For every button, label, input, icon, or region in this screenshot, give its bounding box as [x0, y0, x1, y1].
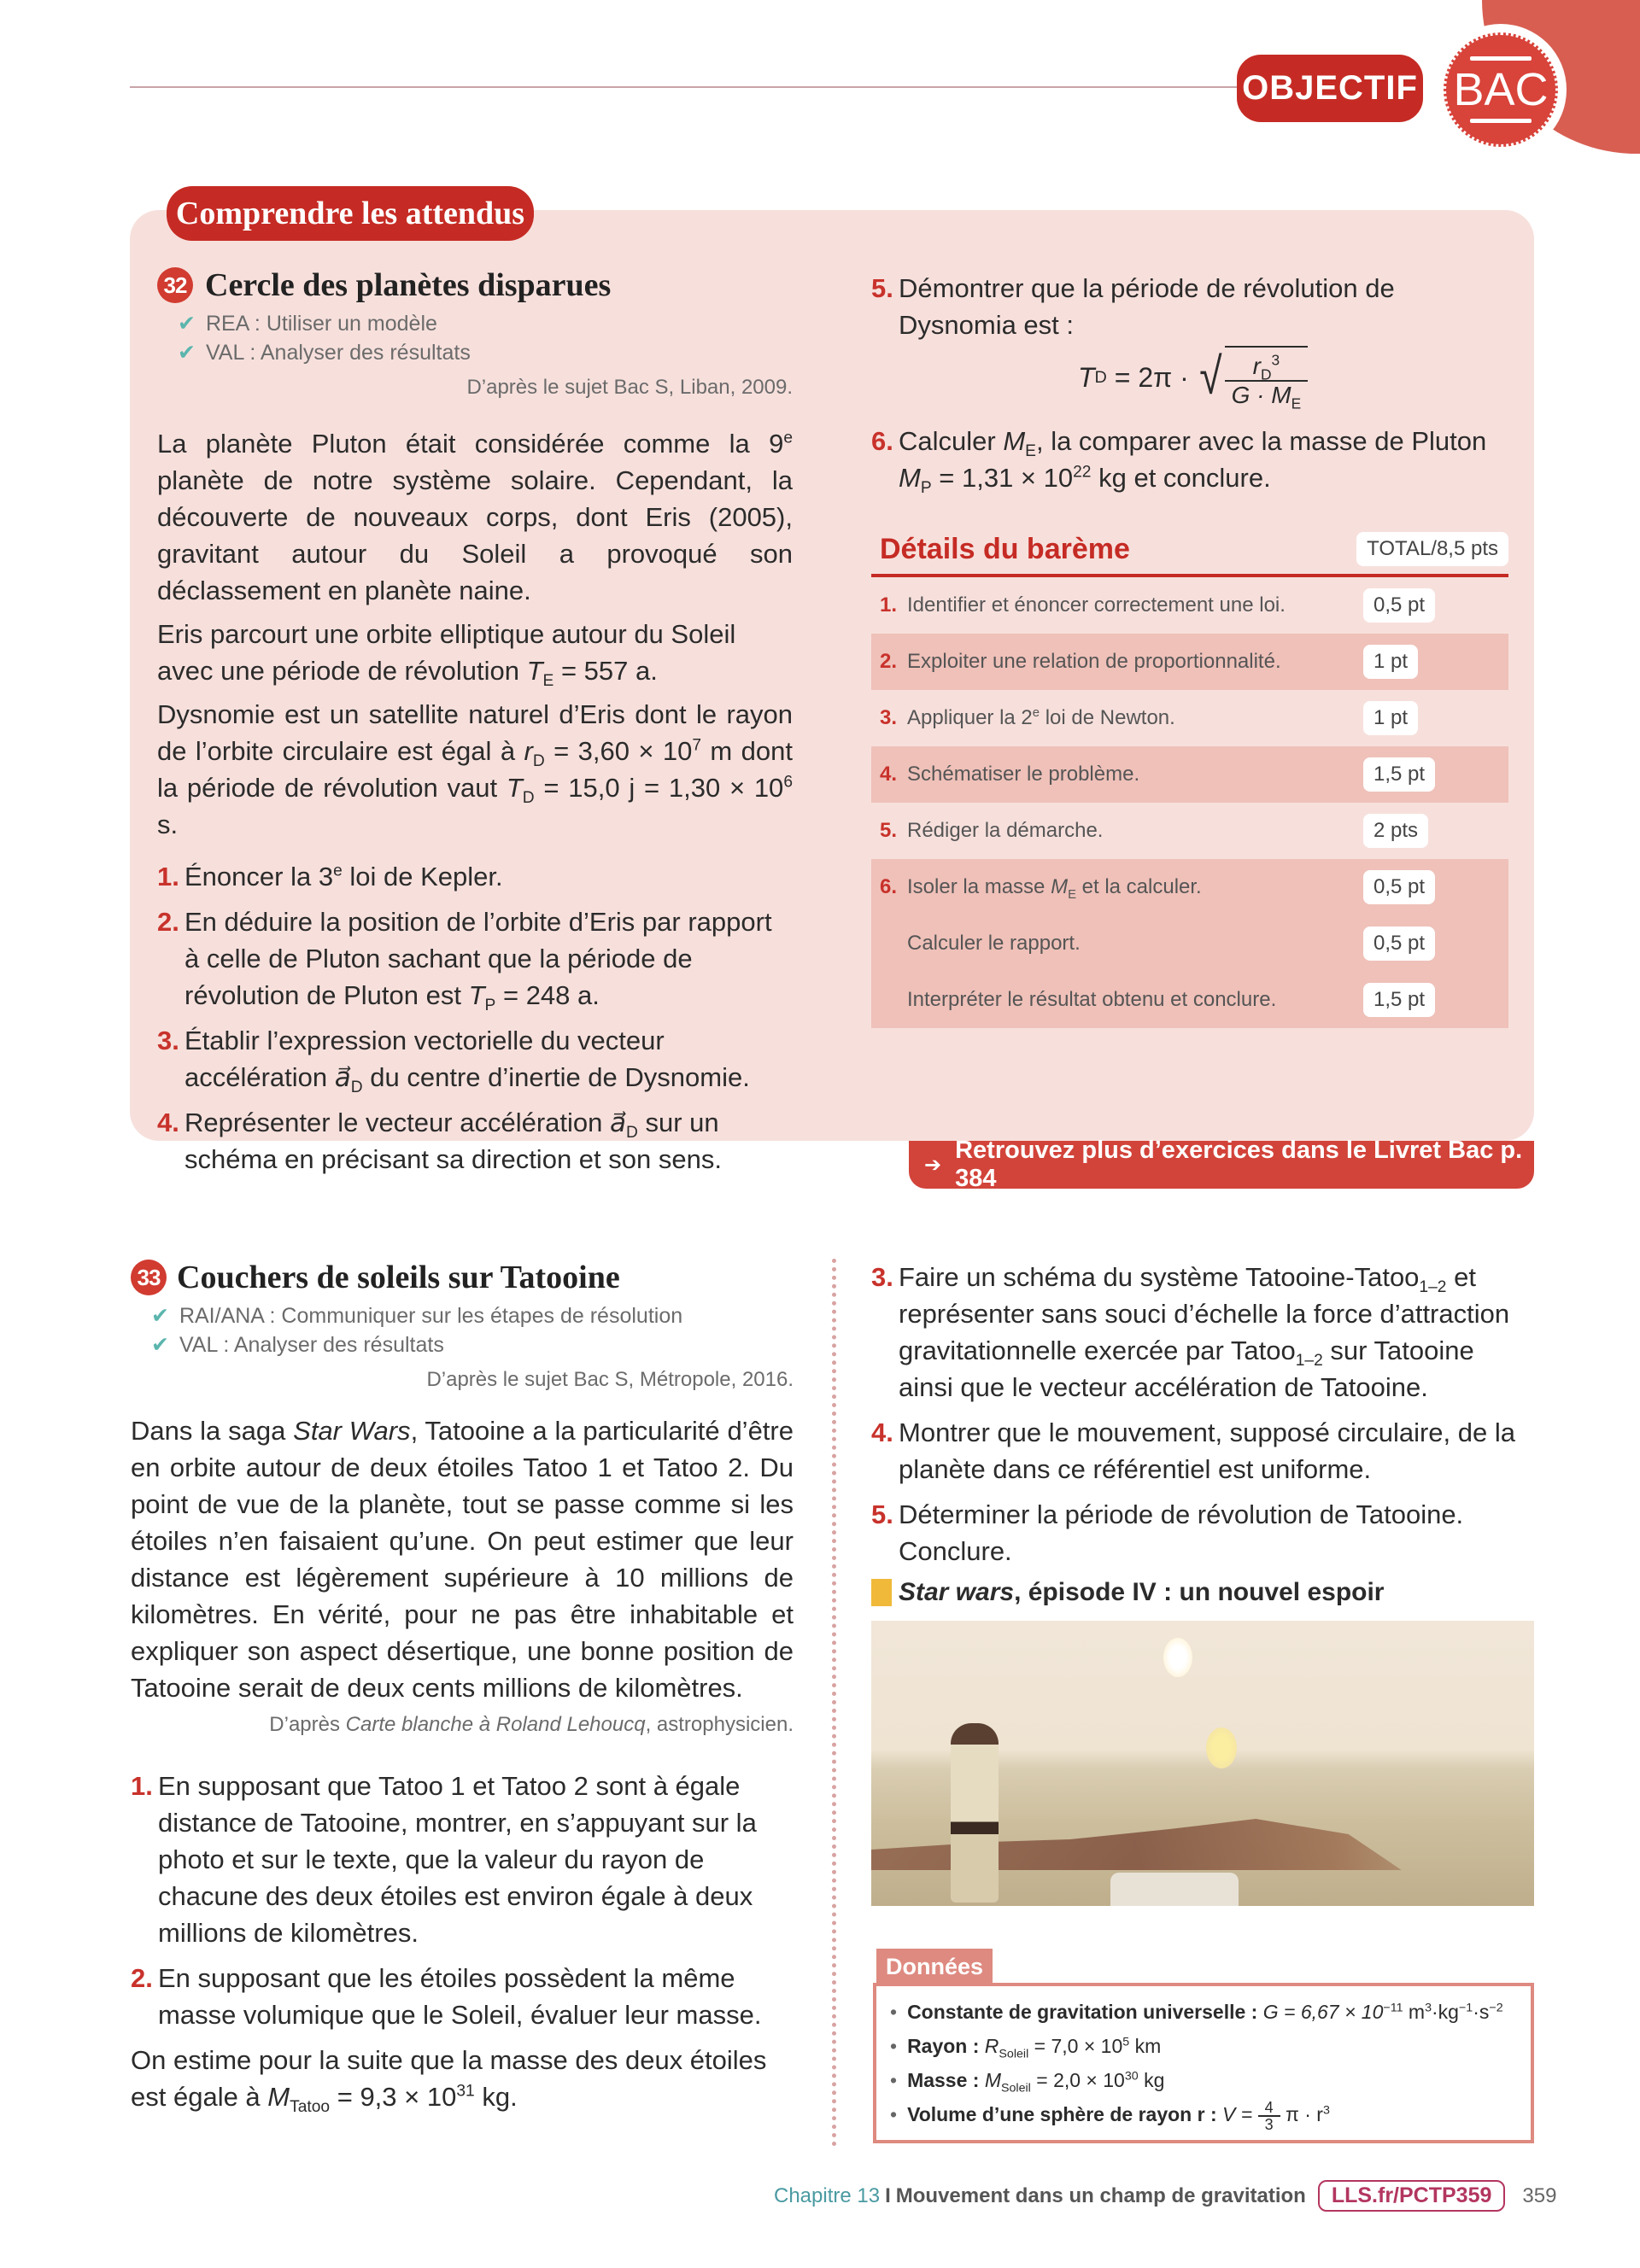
data-item-radius: • Rayon : $R_{Soleil} = 7,0 \times 10^5$ km [890, 2035, 1162, 2061]
grading-scale [871, 524, 1508, 1028]
question-item: 1. Énoncer la 3e loi de Kepler. [157, 862, 503, 891]
footer-separator: I [885, 2183, 891, 2207]
grading-header [871, 524, 1508, 577]
data-tab: Données [876, 1949, 993, 1984]
source-note: D’après le sujet Bac S, Liban, 2009. [466, 376, 793, 399]
intro-paragraph: Eris parcourt une orbite elliptique autour du Soleil avec une période de révolution $T_E = 557$ a. [157, 619, 736, 691]
data-item-volume: • Volume d’une sphère de rayon r : V = $\frac{4}{3}$ $\pi \cdot r^3$ [890, 2098, 1330, 2133]
question-item: 2. En supposant que les étoiles possèdent la même masse volumique que le Soleil, évaluer leur masse. [131, 1963, 762, 2030]
question-item: 2. En déduire la position de l’orbite d’Eris par rapport à celle de Pluton sachant que la période de révolution de Pluton est $T_P = 248$ a. [157, 907, 772, 1015]
header-rule [130, 86, 1249, 88]
skill-item: ✔ REA : Utiliser un modèle [178, 312, 437, 336]
exercise-number-badge: 32 [157, 267, 193, 303]
points-pill: 1,5 pt [1363, 757, 1435, 792]
grading-row: 4. Schématiser le problème. 1,5 pt [871, 746, 1508, 803]
mass-estimate-note: On estime pour la suite que la masse des deux étoiles est égale à $M_{Tatoo} = 9,3 \times 10^{31}$ kg. [131, 2045, 767, 2117]
grading-row: Interpréter le résultat obtenu et conclure. 1,5 pt [871, 972, 1508, 1028]
column-divider [832, 1259, 836, 2147]
seal-bar-top [1470, 56, 1532, 61]
points-pill: 0,5 pt [1363, 588, 1435, 623]
points-pill: 0,5 pt [1363, 926, 1435, 961]
skills-list [157, 309, 793, 367]
points-pill: 0,5 pt [1363, 870, 1435, 904]
exercise-title: Couchers de soleils sur Tatooine [177, 1260, 620, 1295]
exercise-33-left-column [131, 1259, 794, 2115]
points-pill: 1 pt [1363, 701, 1418, 735]
question-6-container [871, 423, 1503, 496]
square-root: √ $\frac{r_D^3}{G \cdot M_E}$ [1197, 346, 1309, 409]
objectif-badge: OBJECTIF [1237, 55, 1423, 122]
person-silhouette [951, 1723, 999, 1903]
footer-web-link[interactable]: LLS.fr/PCTP359 [1318, 2180, 1506, 2212]
skill-item: ✔ VAL : Analyser des résultats [151, 1333, 444, 1357]
exercise-32-right-column [871, 270, 1503, 343]
check-icon: ✔ [178, 341, 196, 365]
arrow-right-icon: ➔ [924, 1153, 942, 1177]
bac-seal-label: BAC [1453, 64, 1549, 115]
check-icon: ✔ [151, 1304, 169, 1328]
question-item: 1. En supposant que Tatoo 1 et Tatoo 2 sont à égale distance de Tatooine, montrer, en s’appuyant sur la photo et sur le texte, que la valeur du rayon de chacune des deux étoiles est environ égale à deux millions de kilomètres. [131, 1771, 757, 1948]
footer-chapter: Chapitre 13 [774, 2183, 881, 2207]
question-item: 4. Représenter le vecteur accélération $a⃗_D$ sur un schéma en précisant sa direction et son sens. [157, 1108, 722, 1174]
question-item: 3. Faire un schéma du système Tatooine-Tatoo$_{1-2}$ et représenter sans souci d’échelle la force d’attraction gravitationnelle exercée par Tatoo$_{1-2}$ sur Tatooine ainsi que le vecteur accélération de Tatooine. [871, 1262, 1510, 1402]
data-item-gravitation: • Constante de gravitation universelle : $G = 6,67 \times 10^{-11}$ $m^3\cdot kg^{-1}\cdot s^{-2}$ [890, 2001, 1503, 2023]
data-item-mass: • Masse : $M_{Soleil} = 2,0 \times 10^{30}$ kg [890, 2069, 1165, 2096]
grading-row: 3. Appliquer la 2e loi de Newton. 1 pt [871, 690, 1508, 746]
skills-list [131, 1301, 794, 1359]
bac-seal-icon [1444, 32, 1558, 147]
sun-1-icon [1163, 1638, 1192, 1677]
grading-group-6 [871, 859, 1508, 1028]
dome-building [1110, 1873, 1239, 1906]
data-box [873, 1983, 1534, 2143]
intro-paragraph: La planète Pluton était considérée comme la 9e planète de notre système solaire. Cependant, la découverte de nouveaux corps, dont Eris (2005), gravitant autour du Soleil a provoqué son déclassement en planète naine. [157, 429, 793, 605]
grading-row: 5. Rédiger la démarche. 2 pts [871, 803, 1508, 859]
grading-row: 1. Identifier et énoncer correctement une loi. 0,5 pt [871, 577, 1508, 634]
quote-source: D’après Carte blanche à Roland Lehoucq, astrophysicien. [269, 1713, 794, 1736]
fraction: $\frac{4}{3}$ [1258, 2100, 1280, 2132]
intro-paragraph: Dysnomie est un satellite naturel d’Eris dont le rayon de l’orbite circulaire est égal à $r_D = 3,60 \times 10^7$ m dont la période de révolution vaut $T_D = 15,0$ $j = 1,30 \times 10^6$ s. [157, 699, 794, 839]
points-pill: 1 pt [1363, 645, 1418, 679]
exercise-32-heading [157, 266, 793, 304]
exercise-33-right-column [871, 1259, 1520, 1607]
points-pill: 1,5 pt [1363, 983, 1435, 1017]
grading-row: Calculer le rapport. 0,5 pt [871, 915, 1508, 972]
exercise-32-left-column [157, 266, 793, 1178]
source-note: D’après le sujet Bac S, Métropole, 2016. [426, 1368, 794, 1391]
footer-chapter-title: Mouvement dans un champ de gravitation [895, 2183, 1306, 2207]
period-formula: T D = 2π · √ $\frac{r_D^3}{G \cdot M_E}$ [1078, 346, 1308, 409]
check-icon: ✔ [178, 312, 196, 336]
fraction: $\frac{r_D^3}{G \cdot M_E}$ [1225, 353, 1309, 409]
grading-row: 2. Exploiter une relation de proportionnalité. 1 pt [871, 634, 1508, 690]
skill-item: ✔ RAI/ANA : Communiquer sur les étapes de résolution [151, 1304, 683, 1328]
sun-2-icon [1206, 1727, 1237, 1768]
skill-item: ✔ VAL : Analyser des résultats [178, 341, 471, 365]
question-item: 5. Démontrer que la période de révolution de Dysnomia est : [871, 273, 1395, 340]
exercise-number-badge: 33 [131, 1260, 167, 1295]
page-number: 359 [1522, 2183, 1557, 2207]
grading-title: Détails du barème [880, 532, 1130, 565]
livret-bac-link[interactable]: ➔ Retrouvez plus d’exercices dans le Livret Bac p. 384 [909, 1141, 1534, 1189]
page-footer [774, 2180, 1556, 2212]
question-item: 3. Établir l’expression vectorielle du vecteur accélération $a⃗_D$ du centre d’inertie de Dysnomie. [157, 1026, 750, 1097]
question-item: 6. Calculer $M_E$, la comparer avec la masse de Pluton $M_P = 1,31 \times 10^{22}$ kg et conclure. [871, 426, 1487, 498]
check-icon: ✔ [151, 1333, 169, 1357]
exercise-title: Cercle des planètes disparues [205, 267, 612, 303]
question-item: 4. Montrer que le mouvement, supposé circulaire, de la planète dans ce référentiel est uniforme. [871, 1418, 1515, 1484]
caption-marker-icon [871, 1579, 892, 1606]
seal-bar-bottom [1470, 119, 1532, 123]
points-pill: 2 pts [1363, 814, 1428, 848]
questions-list [131, 1768, 794, 2033]
intro-paragraph: Dans la saga Star Wars, Tatooine a la particularité d’être en orbite autour de deux étoiles Tatoo 1 et Tatoo 2. Du point de vue de la planète, tout se passe comme si les étoiles n’en faisaient qu’une. On peut estimer que leur distance est légèrement supérieure à 10 millions de kilomètres. En vérité, pour ne pas être inhabitable et expliquer son aspect désertique, une bonne position de Tatooine serait de deux cents millions de kilomètres. [131, 1416, 794, 1703]
tatooine-sunset-photo [871, 1621, 1534, 1906]
photo-caption: Star wars, épisode IV : un nouvel espoir [871, 1578, 1520, 1607]
question-item: 5. Déterminer la période de révolution de Tatooine. Conclure. [871, 1499, 1464, 1566]
exercise-33-heading [131, 1259, 794, 1296]
section-tab-attendus: Comprendre les attendus [167, 186, 534, 241]
total-points: TOTAL/8,5 pts [1356, 532, 1508, 566]
grading-row: 6. Isoler la masse $M_E$ et la calculer. 0,5 pt [871, 859, 1508, 915]
questions-list [157, 858, 793, 1178]
